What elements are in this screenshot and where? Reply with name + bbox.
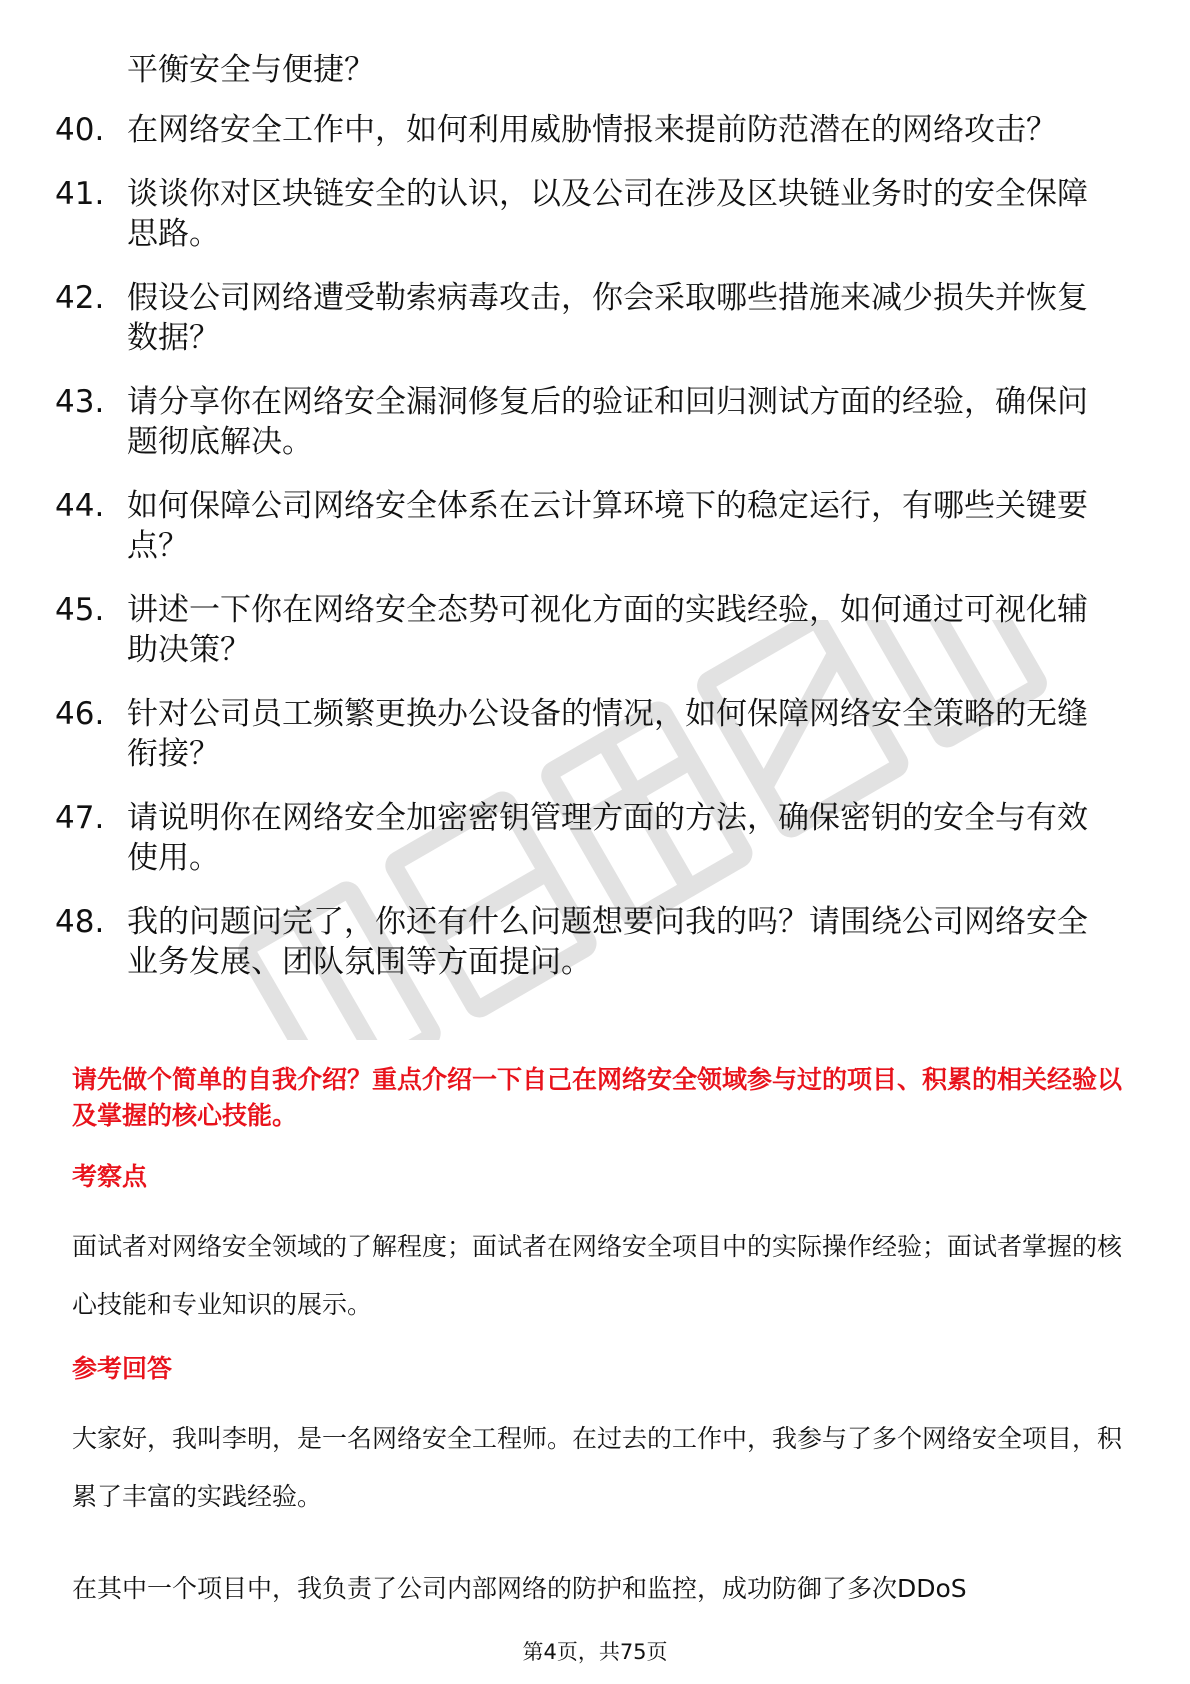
question-text: 针对公司员工频繁更换办公设备的情况，如何保障网络安全策略的无缝衔接？ <box>127 696 1088 772</box>
question-number: 41. <box>55 176 105 212</box>
question-number: 44. <box>55 488 105 524</box>
question-item <box>55 278 1115 358</box>
question-text: 请说明你在网络安全加密密钥管理方面的方法，确保密钥的安全与有效使用。 <box>127 800 1088 876</box>
reference-paragraph: 大家好，我叫李明，是一名网络安全工程师。在过去的工作中，我参与了多个网络安全项目，积累了丰富的实践经验。 <box>72 1424 1123 1511</box>
question-text: 谈谈你对区块链安全的认识，以及公司在涉及区块链业务时的安全保障思路。 <box>127 176 1088 252</box>
question-item <box>55 110 1115 150</box>
assessment-heading: 考察点 <box>72 1162 148 1191</box>
reference-heading: 参考回答 <box>72 1354 173 1383</box>
continued-question-text: 平衡安全与便捷？ <box>127 52 375 88</box>
question-text: 如何保障公司网络安全体系在云计算环境下的稳定运行，有哪些关键要点？ <box>127 488 1088 564</box>
question-item <box>55 590 1115 670</box>
question-number: 42. <box>55 280 105 316</box>
question-text: 请分享你在网络安全漏洞修复后的验证和回归测试方面的经验，确保问题彻底解决。 <box>127 384 1088 460</box>
question-text: 在网络安全工作中，如何利用威胁情报来提前防范潜在的网络攻击？ <box>127 112 1057 148</box>
question-text: 假设公司网络遭受勒索病毒攻击，你会采取哪些措施来减少损失并恢复数据？ <box>127 280 1088 356</box>
question-list <box>55 110 1115 1006</box>
question-number: 40. <box>55 112 105 148</box>
reference-paragraph: 在其中一个项目中，我负责了公司内部网络的防护和监控，成功防御了多次DDoS <box>72 1574 967 1603</box>
question-number: 46. <box>55 696 105 732</box>
question-text: 我的问题问完了，你还有什么问题想要问我的吗？请围绕公司网络安全业务发展、团队氛围等方面提问。 <box>127 904 1088 980</box>
question-text: 讲述一下你在网络安全态势可视化方面的实践经验，如何通过可视化辅助决策？ <box>127 592 1088 668</box>
question-number: 43. <box>55 384 105 420</box>
question-item <box>55 902 1115 982</box>
page-footer: 第4页，共75页 <box>522 1640 668 1664</box>
question-number: 48. <box>55 904 105 940</box>
question-item <box>55 382 1115 462</box>
question-number: 45. <box>55 592 105 628</box>
question-item <box>55 174 1115 254</box>
question-number: 47. <box>55 800 105 836</box>
featured-question: 请先做个简单的自我介绍？重点介绍一下自己在网络安全领域参与过的项目、积累的相关经验以及掌握的核心技能。 <box>72 1065 1123 1130</box>
question-item <box>55 694 1115 774</box>
question-item <box>55 486 1115 566</box>
assessment-body: 面试者对网络安全领域的了解程度；面试者在网络安全项目中的实际操作经验；面试者掌握的核心技能和专业知识的展示。 <box>72 1232 1123 1319</box>
question-item <box>55 798 1115 878</box>
